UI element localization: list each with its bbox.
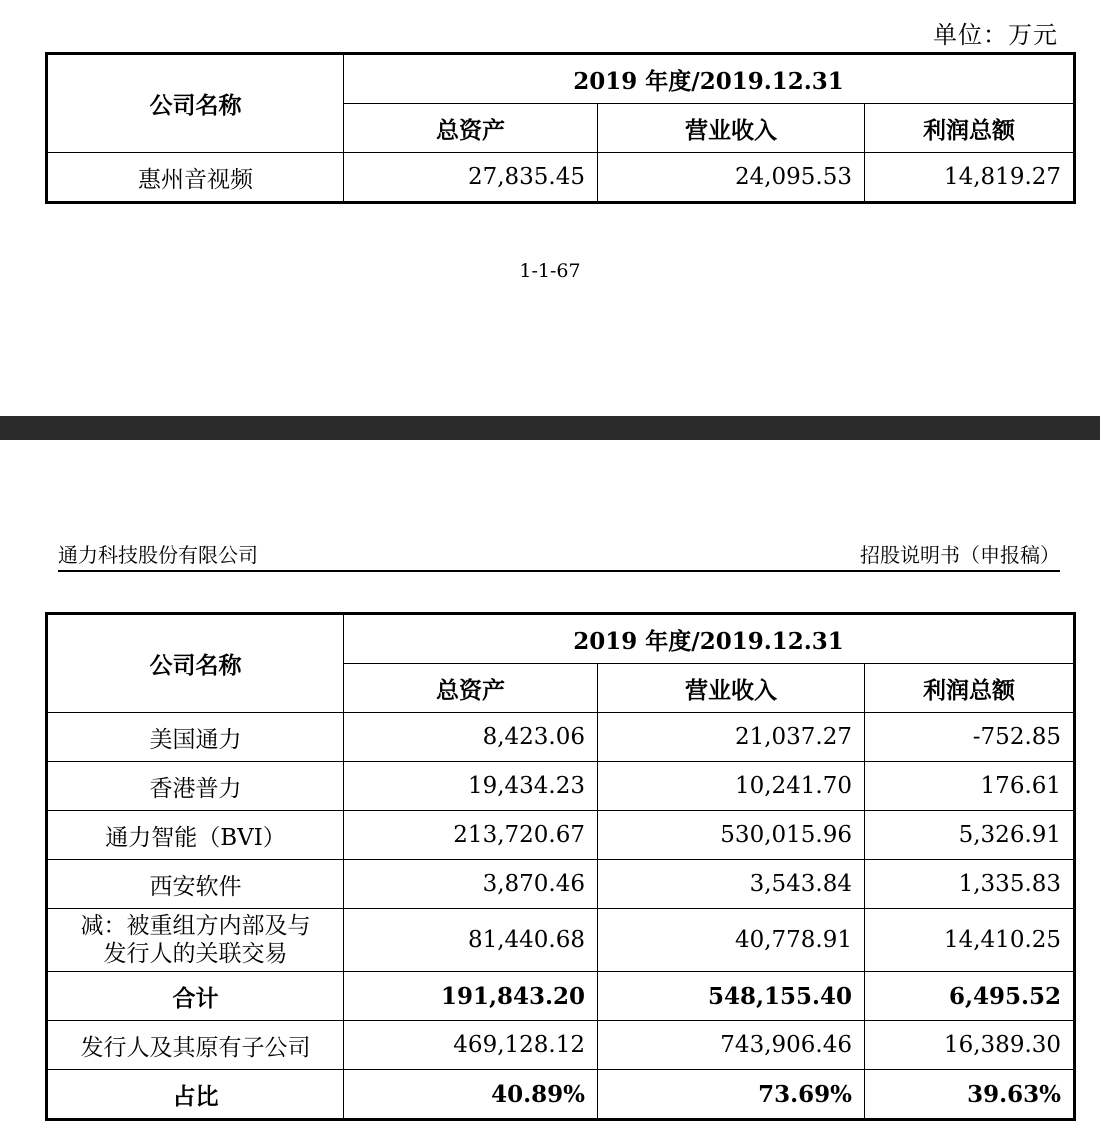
total-profit-cell: 6,495.52 — [865, 972, 1075, 1021]
total-assets-cell: 469,128.12 — [344, 1021, 598, 1070]
company-name-cell: 占比 — [47, 1070, 344, 1120]
revenue-header: 营业收入 — [598, 664, 865, 713]
company-name-cell: 通力智能（BVI） — [47, 811, 344, 860]
document-header-title: 招股说明书（申报稿） — [860, 543, 1060, 567]
total-profit-cell: 14,410.25 — [865, 909, 1075, 972]
company-name-cell: 西安软件 — [47, 860, 344, 909]
revenue-header: 营业收入 — [598, 104, 865, 153]
subsidiary-financials-table-1 — [45, 52, 1076, 204]
total-assets-cell: 81,440.68 — [344, 909, 598, 972]
company-name-cell — [47, 909, 344, 972]
company-name-cell: 香港普力 — [47, 762, 344, 811]
total-assets-header: 总资产 — [344, 104, 598, 153]
company-header-title: 通力科技股份有限公司 — [58, 543, 258, 567]
total-assets-cell: 8,423.06 — [344, 713, 598, 762]
table-row — [47, 762, 1075, 811]
total-assets-cell: 3,870.46 — [344, 860, 598, 909]
revenue-cell: 530,015.96 — [598, 811, 865, 860]
company-name-cell: 合计 — [47, 972, 344, 1021]
page-number: 1-1-67 — [519, 260, 581, 282]
table-row — [47, 713, 1075, 762]
revenue-cell: 73.69% — [598, 1070, 865, 1120]
total-assets-header: 总资产 — [344, 664, 598, 713]
page-header — [58, 541, 1060, 572]
total-assets-cell: 191,843.20 — [344, 972, 598, 1021]
subsidiary-financials-table-2 — [45, 612, 1076, 1121]
table-row — [47, 909, 1075, 972]
revenue-cell: 24,095.53 — [598, 153, 865, 203]
total-profit-header: 利润总额 — [865, 664, 1075, 713]
company-name-cell: 美国通力 — [47, 713, 344, 762]
table-row — [47, 153, 1075, 203]
revenue-cell: 10,241.70 — [598, 762, 865, 811]
total-profit-cell: 176.61 — [865, 762, 1075, 811]
total-profit-cell: -752.85 — [865, 713, 1075, 762]
total-row — [47, 972, 1075, 1021]
table-row — [47, 860, 1075, 909]
period-header: 2019 年度/2019.12.31 — [344, 614, 1075, 664]
total-profit-cell: 14,819.27 — [865, 153, 1075, 203]
total-profit-cell: 5,326.91 — [865, 811, 1075, 860]
total-profit-cell: 39.63% — [865, 1070, 1075, 1120]
revenue-cell: 40,778.91 — [598, 909, 865, 972]
table-row — [47, 1021, 1075, 1070]
revenue-cell: 548,155.40 — [598, 972, 865, 1021]
total-assets-cell: 27,835.45 — [344, 153, 598, 203]
company-name-header: 公司名称 — [47, 54, 344, 153]
period-header: 2019 年度/2019.12.31 — [344, 54, 1075, 104]
page-divider — [0, 416, 1100, 440]
total-assets-cell: 40.89% — [344, 1070, 598, 1120]
revenue-cell: 3,543.84 — [598, 860, 865, 909]
total-assets-cell: 19,434.23 — [344, 762, 598, 811]
total-profit-header: 利润总额 — [865, 104, 1075, 153]
company-name-header: 公司名称 — [47, 614, 344, 713]
company-name-cell: 惠州音视频 — [47, 153, 344, 203]
company-name-cell: 发行人及其原有子公司 — [47, 1021, 344, 1070]
table-row — [47, 811, 1075, 860]
revenue-cell: 743,906.46 — [598, 1021, 865, 1070]
total-assets-cell: 213,720.67 — [344, 811, 598, 860]
name-line-1: 减：被重组方内部及与 — [80, 913, 311, 939]
revenue-cell: 21,037.27 — [598, 713, 865, 762]
total-profit-cell: 1,335.83 — [865, 860, 1075, 909]
unit-label: 单位：万元 — [933, 21, 1058, 49]
ratio-row — [47, 1070, 1075, 1120]
name-line-2: 发行人的关联交易 — [103, 941, 288, 967]
total-profit-cell: 16,389.30 — [865, 1021, 1075, 1070]
